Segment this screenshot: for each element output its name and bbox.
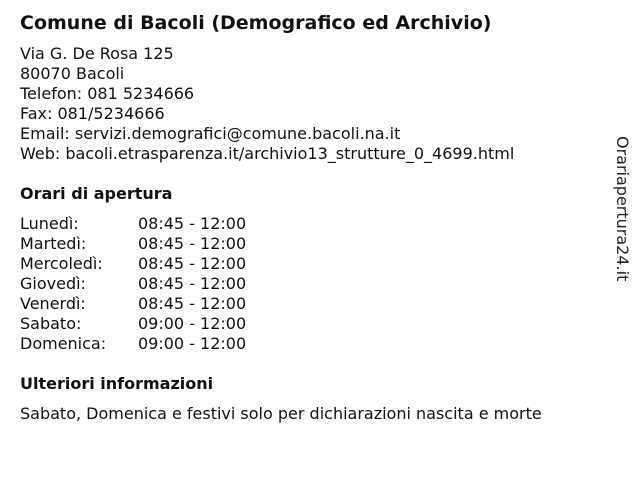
address-line: Via G. De Rosa 125	[20, 44, 174, 63]
page-title: Comune di Bacoli (Demografico ed Archivio)	[20, 12, 492, 34]
time-range: 09:00 - 12:00	[138, 314, 247, 333]
telephone-line: Telefon: 081 5234666	[20, 84, 195, 103]
hours-row-saturday	[20, 314, 246, 334]
day-label: Mercoledì:	[20, 254, 103, 273]
hours-row-wednesday	[20, 254, 246, 274]
opening-hours-heading: Orari di apertura	[20, 184, 173, 203]
time-range: 09:00 - 12:00	[138, 334, 247, 353]
time-range: 08:45 - 12:00	[138, 294, 247, 313]
hours-row-sunday	[20, 334, 246, 354]
hours-row-tuesday	[20, 234, 246, 254]
hours-row-monday	[20, 214, 246, 234]
city-line: 80070 Bacoli	[20, 64, 125, 83]
day-label: Martedì:	[20, 234, 87, 253]
time-range: 08:45 - 12:00	[138, 274, 247, 293]
opening-hours-list	[20, 214, 246, 354]
more-info-text: Sabato, Domenica e festivi solo per dichiarazioni nascita e morte	[20, 404, 542, 423]
day-label: Venerdì:	[20, 294, 86, 313]
hours-row-friday	[20, 294, 246, 314]
fax-line: Fax: 081/5234666	[20, 104, 165, 123]
time-range: 08:45 - 12:00	[138, 254, 247, 273]
brand-watermark: Orariapertura24.it	[613, 136, 632, 282]
time-range: 08:45 - 12:00	[138, 214, 247, 233]
day-label: Sabato:	[20, 314, 82, 333]
more-info-heading: Ulteriori informazioni	[20, 374, 214, 393]
day-label: Domenica:	[20, 334, 107, 353]
contact-details	[20, 44, 514, 164]
day-label: Lunedì:	[20, 214, 79, 233]
day-label: Giovedì:	[20, 274, 86, 293]
web-line: Web: bacoli.etrasparenza.it/archivio13_strutture_0_4699.html	[20, 144, 515, 163]
time-range: 08:45 - 12:00	[138, 234, 247, 253]
email-line: Email: servizi.demografici@comune.bacoli.na.it	[20, 124, 401, 143]
hours-row-thursday	[20, 274, 246, 294]
